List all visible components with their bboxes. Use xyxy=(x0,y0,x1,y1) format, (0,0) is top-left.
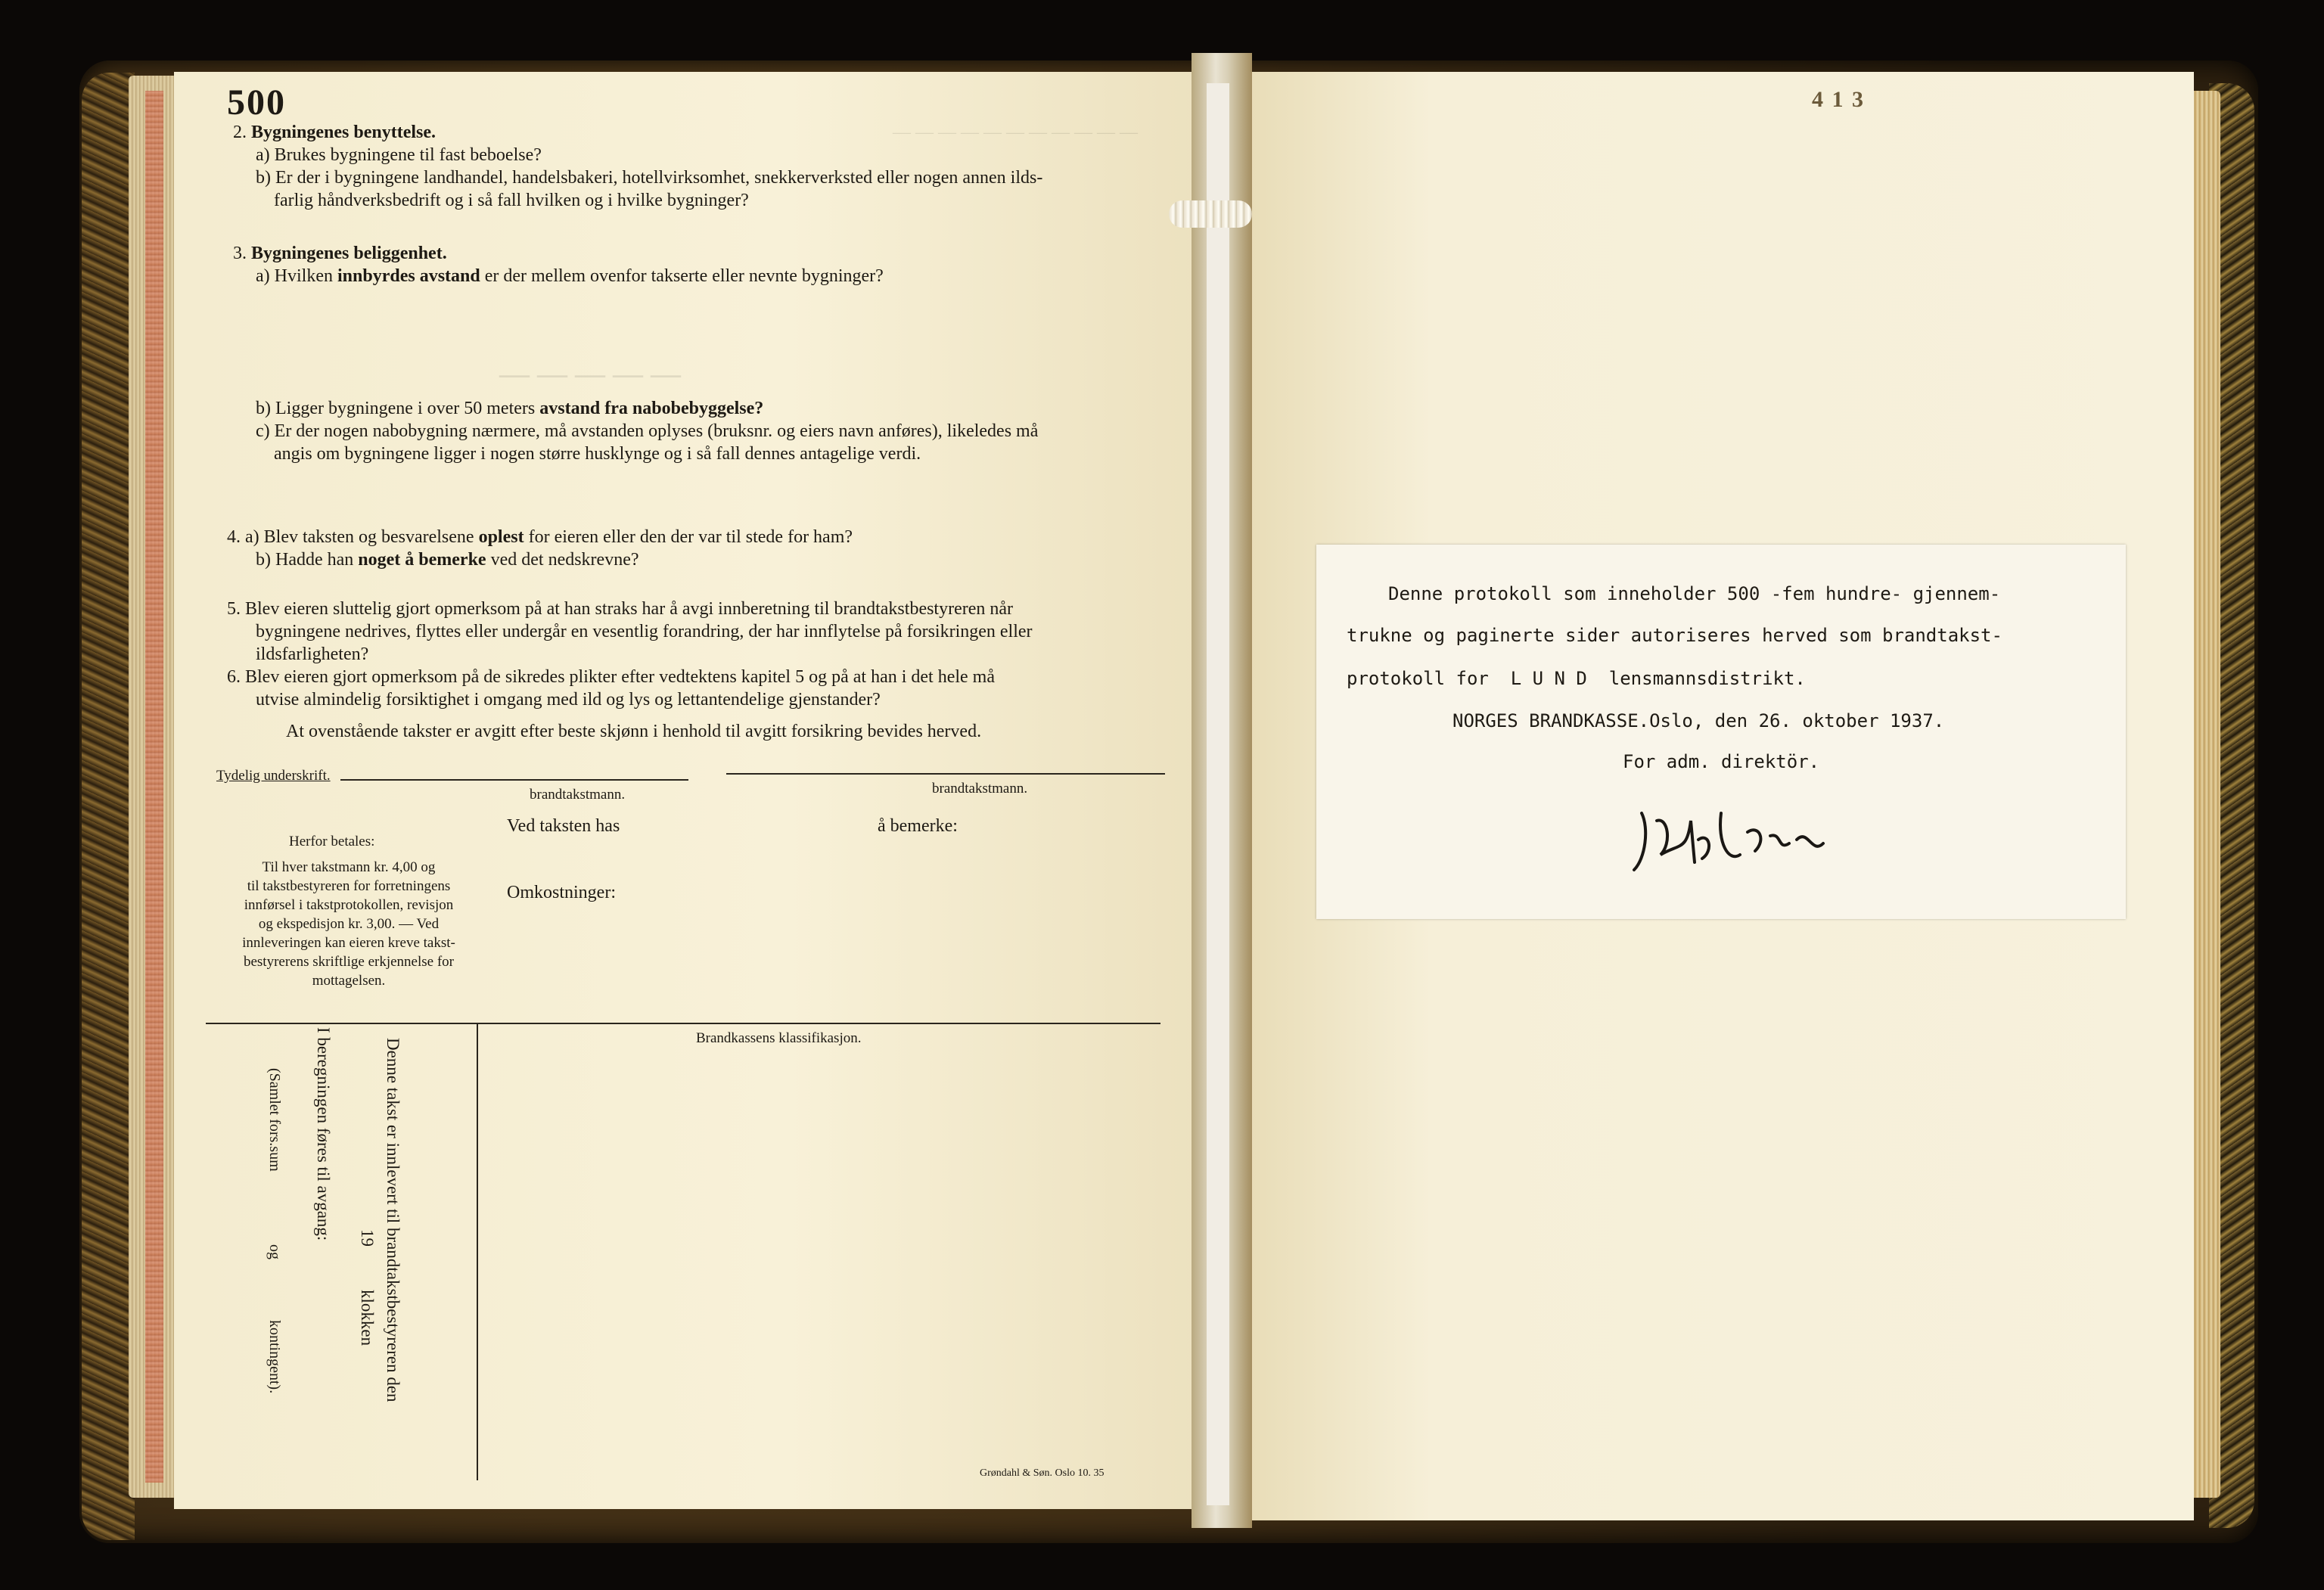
item-text: Blev taksten og besvarelsene xyxy=(263,527,479,547)
item-bold: noget å bemerke xyxy=(358,550,486,570)
slip-line-3: protokoll for L U N D lensmannsdistrikt. xyxy=(1347,668,1806,689)
authorization-slip xyxy=(1316,545,2126,919)
marbled-cover-left xyxy=(82,73,135,1540)
item-text: Er der nogen nabobygning nærmere, må avstanden oplyses (bruksnr. og eiers navn anføres), likeledes må xyxy=(274,421,1039,441)
section-number: 5. xyxy=(227,599,241,619)
brandtakstmann-label-2: brandtakstmann. xyxy=(932,781,1028,797)
vertical-text-beregningen: I beregningen føres til avgang: xyxy=(314,1027,333,1241)
signature-line-2 xyxy=(726,773,1165,775)
section-5 xyxy=(227,598,1013,620)
slip-line-2: trukne og paginerte sider autoriseres herved som brandtakst- xyxy=(1347,625,2002,646)
folio-stamp: 4 1 3 xyxy=(1812,87,1865,112)
section-number: 4. xyxy=(227,527,241,547)
section-number: 2. xyxy=(233,123,247,142)
section-2a xyxy=(256,144,542,166)
section-6-line-2: utvise almindelig forsiktighet i omgang med ild og lys og lettantendelige gjenstander? xyxy=(256,690,881,710)
section-2-heading xyxy=(233,121,436,144)
fee-line: og ekspedisjon kr. 3,00. — Ved xyxy=(258,916,440,932)
item-text: Brukes bygningene til fast beboelse? xyxy=(274,145,542,165)
klassifikasjon-label: Brandkassens klassifikasjon. xyxy=(696,1030,862,1046)
a-bemerke-label: å bemerke: xyxy=(878,816,958,836)
section-4b xyxy=(256,548,639,571)
section-text: Blev eieren gjort opmerksom på de sikredes plikter efter vedtektens kapitel 5 og på at han i det hele må xyxy=(245,667,995,687)
item-bold: oplest xyxy=(478,527,524,547)
bleed-through-text: — — — — — — — — — — — xyxy=(893,123,1138,142)
section-title: Bygningenes beliggenhet. xyxy=(251,244,447,263)
binding-strip xyxy=(1207,83,1229,1505)
section-2b xyxy=(256,166,1042,189)
item-label: b) xyxy=(256,550,271,570)
section-title: Bygningenes benyttelse. xyxy=(251,123,437,142)
fee-line: Til hver takstmann kr. 4,00 og xyxy=(262,859,436,875)
binding-thread xyxy=(1169,200,1252,228)
handwritten-signature xyxy=(1626,798,1838,881)
item-text: Er der i bygningene landhandel, handelsbakeri, hotellvirksomhet, snekkerverksted eller nogen annen ilds- xyxy=(275,168,1043,188)
vertical-divider xyxy=(477,1023,478,1480)
fee-line: bestyrerens skriftlige erkjennelse for xyxy=(243,954,455,970)
slip-line-5: For adm. direktör. xyxy=(1623,751,1820,772)
fee-title: Herfor betales: xyxy=(289,834,375,849)
item-bold: innbyrdes avstand xyxy=(337,266,480,286)
vertical-text-19: 19 xyxy=(358,1229,377,1247)
vertical-text-innlevert: Denne takst er innlevert til brandtakstbestyreren den xyxy=(384,1038,402,1402)
section-number: 6. xyxy=(227,667,241,687)
bleed-through-heading: — — — — — xyxy=(499,356,681,390)
item-label: a) xyxy=(256,145,270,165)
section-5-line-3: ildsfarligheten? xyxy=(256,644,369,664)
vertical-text-klokken: klokken xyxy=(358,1290,377,1346)
declaration-text: At ovenstående takster er avgitt efter beste skjønn i henhold til avgitt forsikring bevides herved. xyxy=(286,722,982,741)
divider-line xyxy=(206,1023,1160,1024)
signature-line-1 xyxy=(340,779,688,781)
item-text: for eieren eller den der var til stede for ham? xyxy=(524,527,853,547)
signature-label: Tydelig underskrift. xyxy=(216,768,331,784)
printer-imprint: Grøndahl & Søn. Oslo 10. 35 xyxy=(980,1467,1105,1479)
slip-line-1: Denne protokoll som inneholder 500 -fem hundre- gjennem- xyxy=(1388,583,2001,604)
item-text: er der mellem ovenfor takserte eller nevnte bygninger? xyxy=(480,266,884,286)
item-text: Ligger bygningene i over 50 meters xyxy=(275,399,540,418)
item-text: Hvilken xyxy=(274,266,337,286)
page-number: 500 xyxy=(227,82,286,123)
red-edge-stripe xyxy=(145,91,163,1483)
vertical-text-kontingent: kontingent). xyxy=(266,1320,283,1394)
section-3-heading xyxy=(233,242,447,265)
section-3c xyxy=(256,420,1038,443)
item-label: b) xyxy=(256,168,271,188)
section-number: 3. xyxy=(233,244,247,263)
section-5-line-2: bygningene nedrives, flyttes eller undergår en vesentlig forandring, der har innflytelse på forsikringen eller xyxy=(256,622,1033,641)
vertical-text-samlet: (Samlet fors.sum xyxy=(266,1068,283,1172)
item-text: Hadde han xyxy=(275,550,359,570)
omkostninger-label: Omkostninger: xyxy=(507,883,616,902)
section-4a xyxy=(227,526,853,548)
item-label: c) xyxy=(256,421,270,441)
section-6 xyxy=(227,666,995,688)
item-text: ved det nedskrevne? xyxy=(486,550,639,570)
item-label: a) xyxy=(256,266,270,286)
slip-line-4: NORGES BRANDKASSE.Oslo, den 26. oktober 1937. xyxy=(1452,710,1945,731)
item-label: a) xyxy=(245,527,259,547)
ved-taksten-label: Ved taksten has xyxy=(507,816,620,836)
item-bold: avstand fra nabobebyggelse? xyxy=(539,399,764,418)
section-3a xyxy=(256,265,884,287)
brandtakstmann-label-1: brandtakstmann. xyxy=(530,787,626,803)
fee-line: til takstbestyreren for forretningens xyxy=(247,878,451,894)
fee-text xyxy=(239,858,458,990)
fee-line: innleveringen kan eieren kreve takst- xyxy=(242,935,455,951)
left-page xyxy=(174,72,1197,1509)
fee-line: innførsel i takstprotokollen, revisjon xyxy=(244,897,454,913)
section-3c-cont: angis om bygningene ligger i nogen større husklynge og i så fall dennes antagelige verdi. xyxy=(274,444,921,464)
section-2b-cont: farlig håndverksbedrift og i så fall hvilken og i hvilke bygninger? xyxy=(274,191,749,210)
section-text: Blev eieren sluttelig gjort opmerksom på at han straks har å avgi innberetning til brandtakstbestyreren når xyxy=(245,599,1014,619)
fee-line: mottagelsen. xyxy=(312,973,386,989)
section-3b xyxy=(256,397,763,420)
vertical-text-og: og xyxy=(266,1244,283,1259)
item-label: b) xyxy=(256,399,271,418)
